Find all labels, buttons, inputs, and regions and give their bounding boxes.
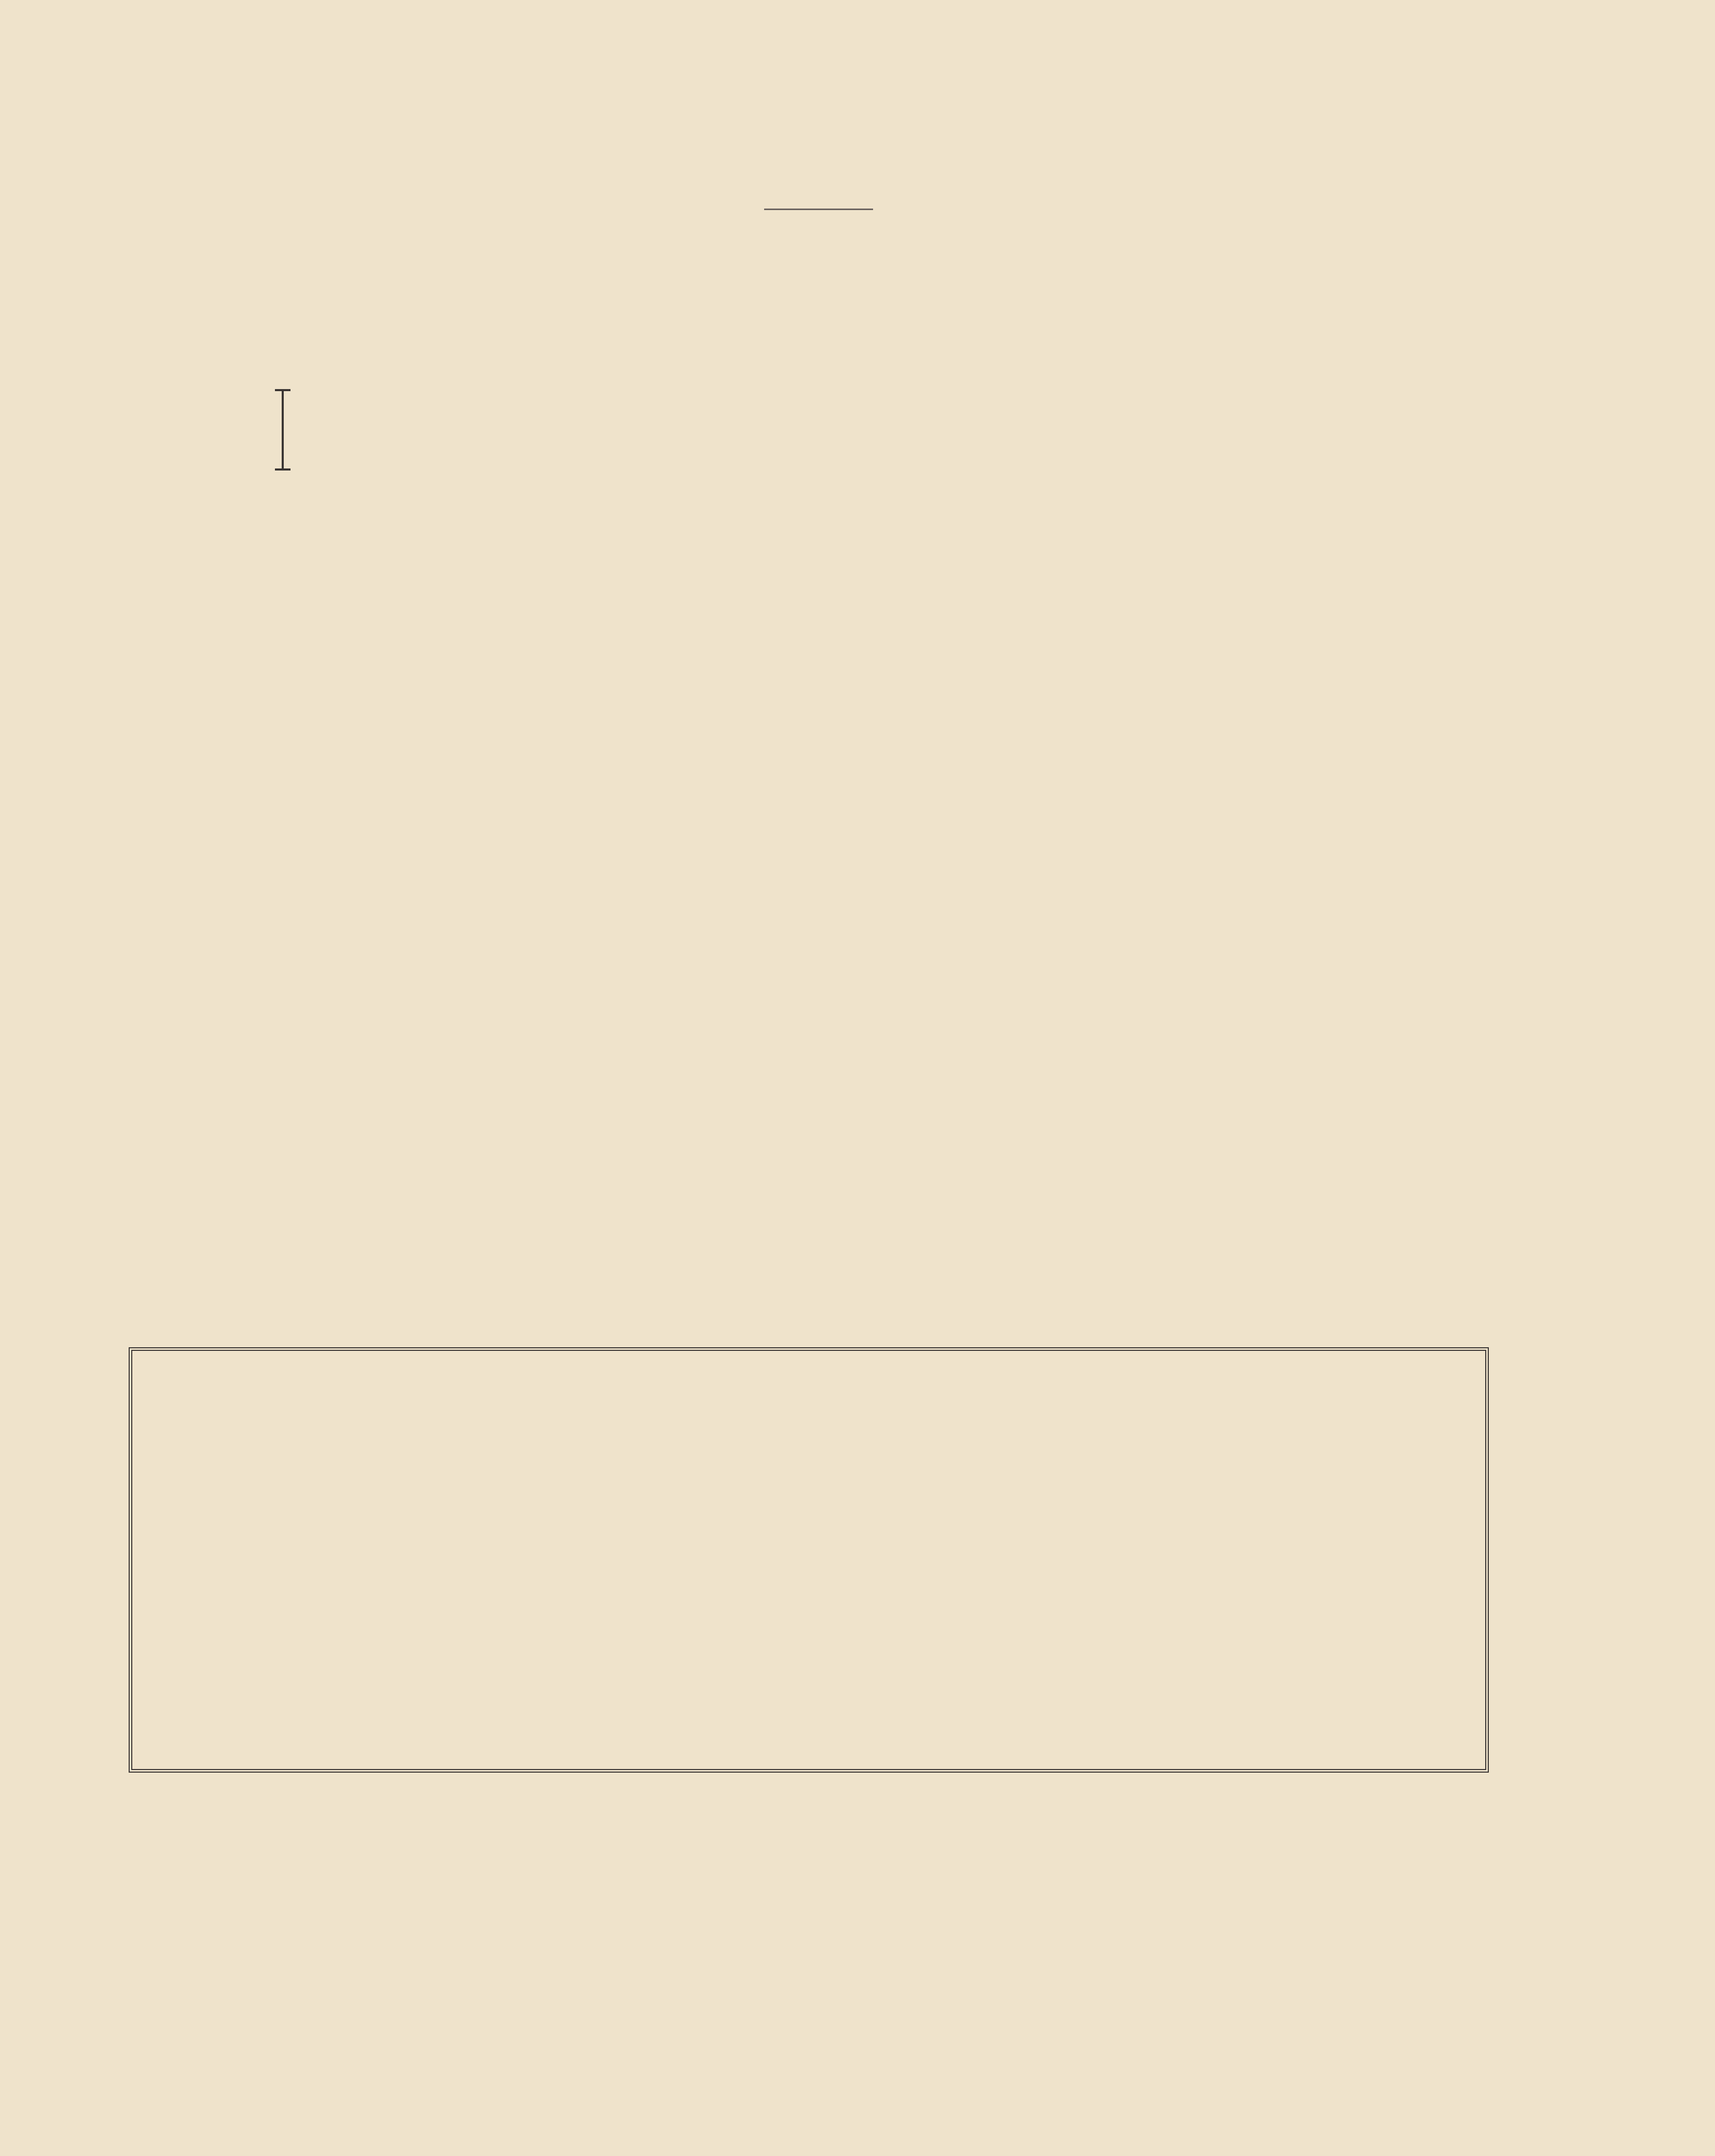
exports-table <box>129 1347 1489 1773</box>
scale-legend <box>275 390 291 469</box>
